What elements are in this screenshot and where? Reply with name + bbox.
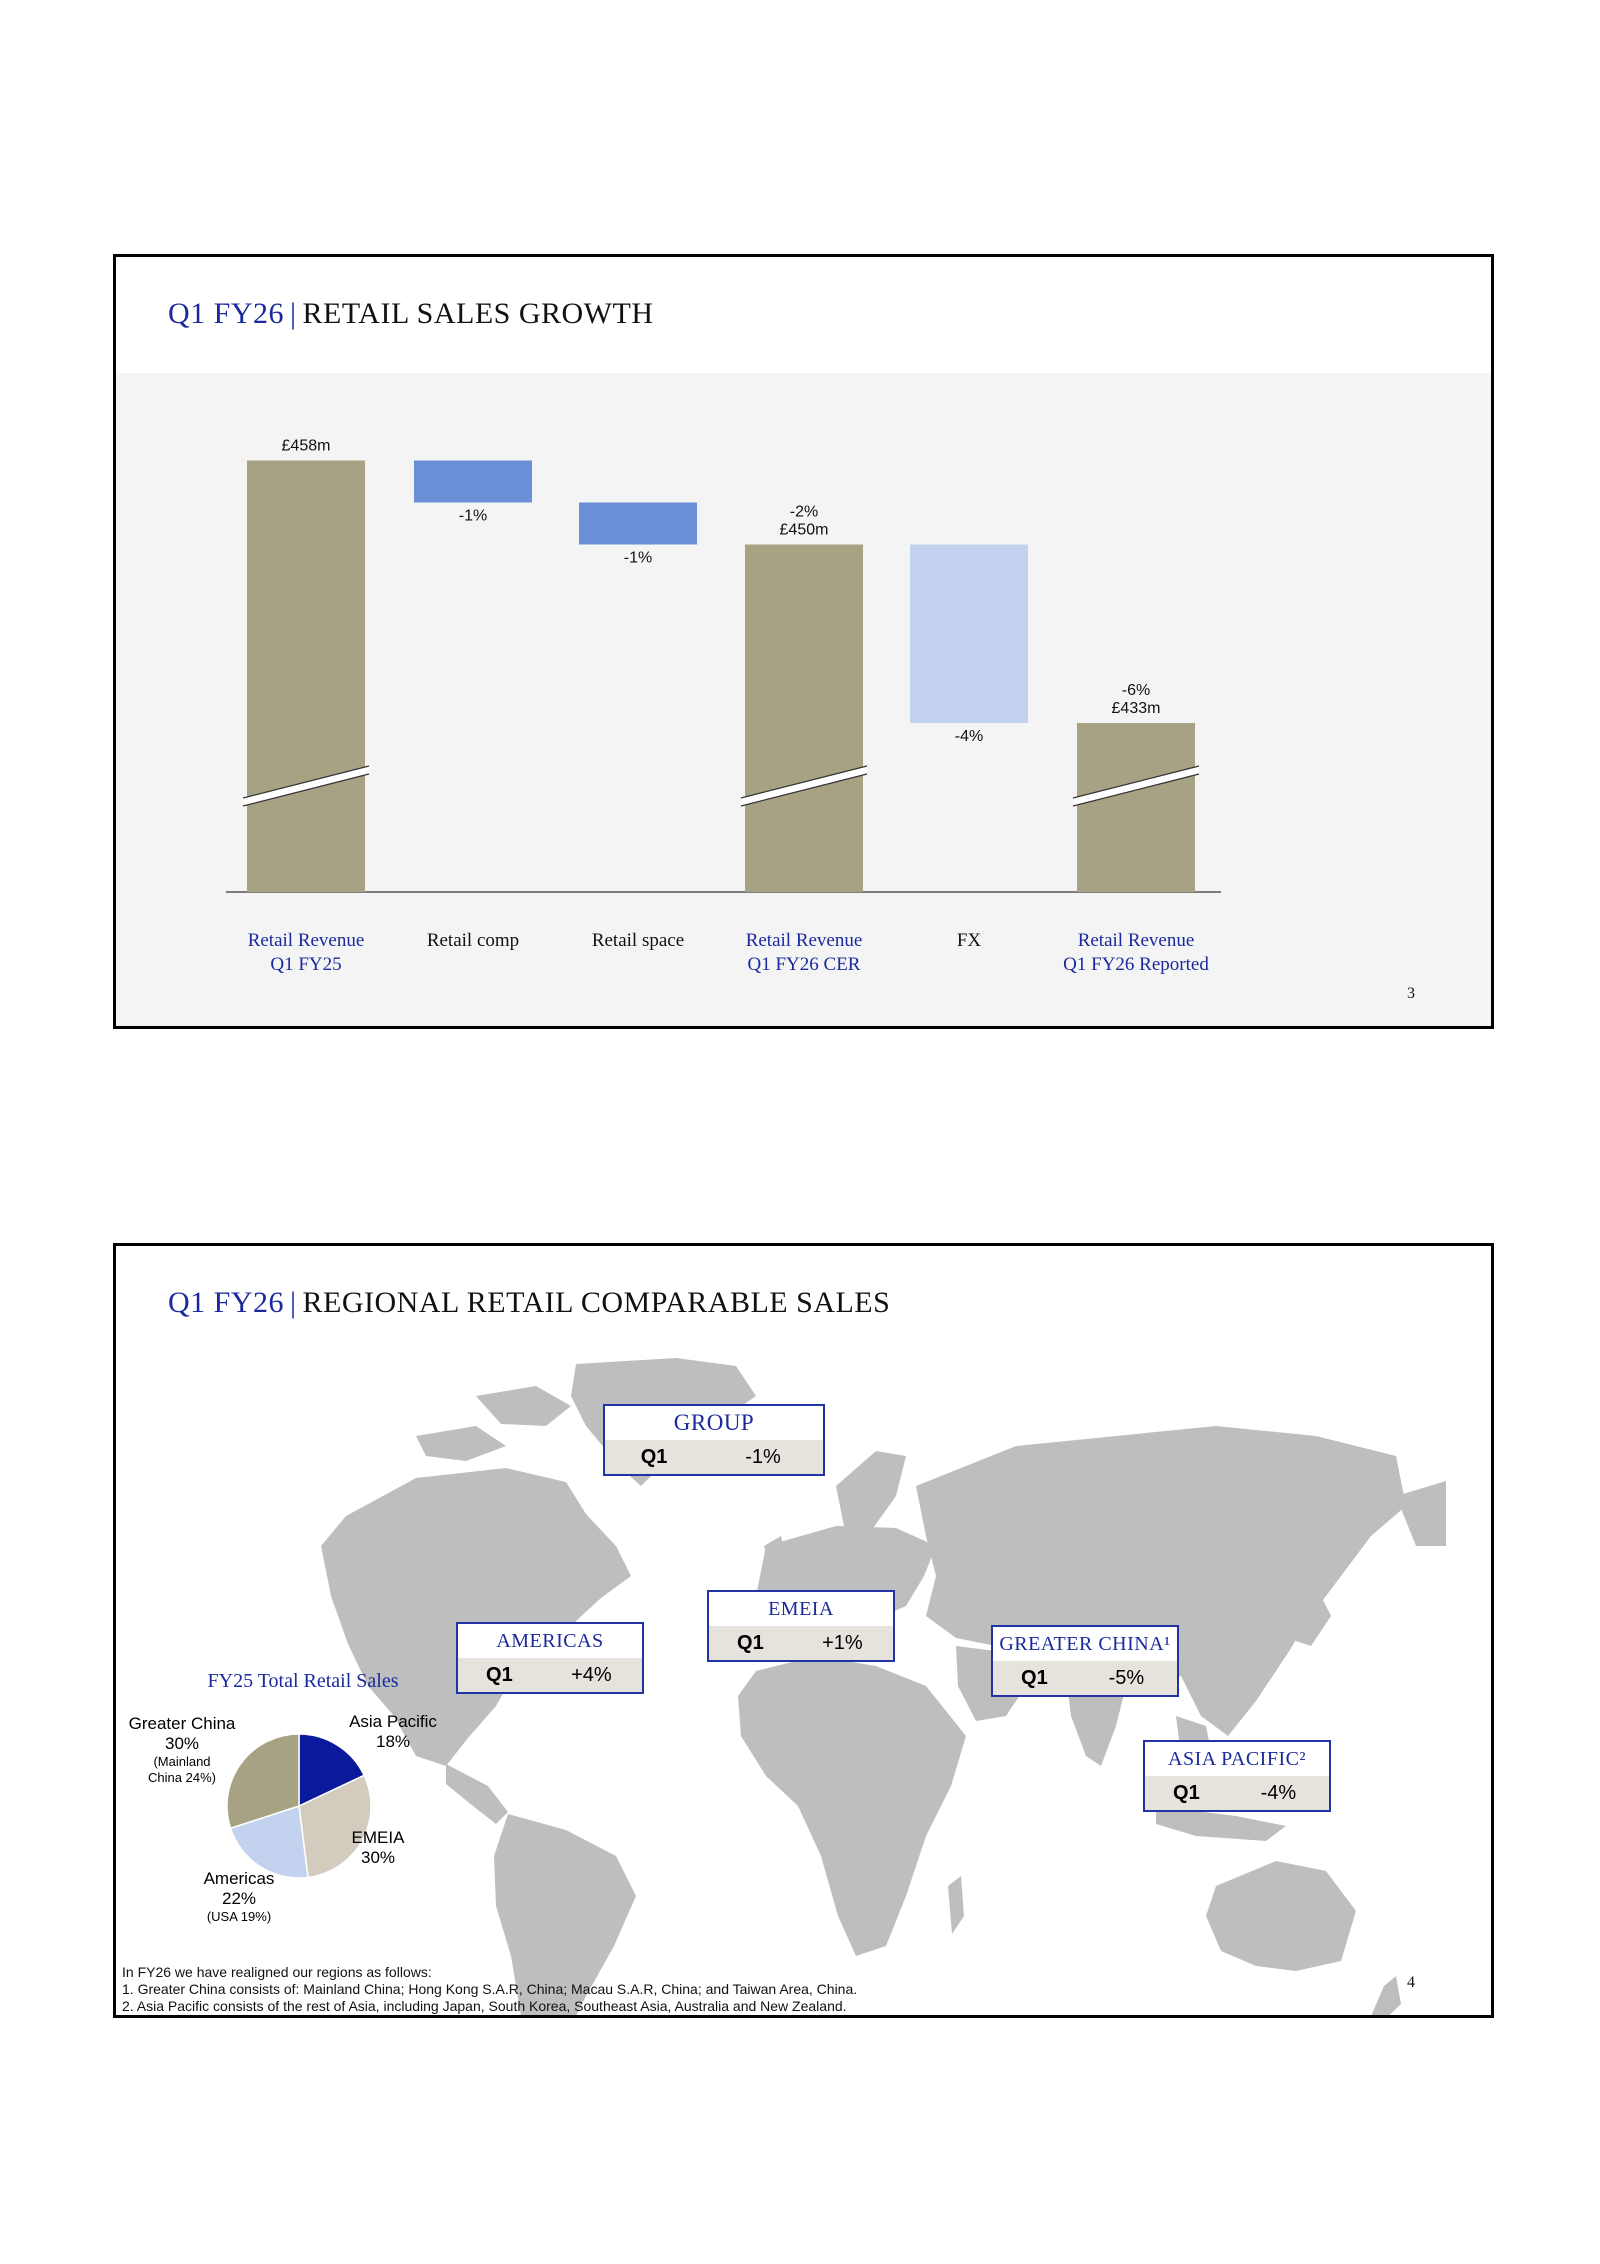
region-quarter: Q1 <box>737 1631 764 1654</box>
pie-label-asia-pacific <box>343 1712 443 1752</box>
region-value: -5% <box>1108 1666 1145 1689</box>
waterfall-chart <box>116 257 1491 1026</box>
map-far-east <box>1396 1481 1446 1546</box>
title-text: REGIONAL RETAIL COMPARABLE SALES <box>302 1286 891 1319</box>
region-value: -4% <box>1260 1781 1297 1804</box>
data-label-3: -2% <box>789 503 819 521</box>
pie-label-americas <box>189 1869 289 1925</box>
bar-total-3 <box>745 545 863 893</box>
region-quarter: Q1 <box>1173 1781 1200 1804</box>
pie-label-value: 30% <box>164 1734 200 1753</box>
region-row <box>458 1658 642 1692</box>
title-accent: Q1 FY26 <box>168 297 285 330</box>
pie-label-note: (USA 19%) <box>206 1909 272 1924</box>
pie-label-emeia <box>348 1828 408 1868</box>
map-africa <box>738 1656 966 1956</box>
bar-delta-4 <box>910 545 1028 724</box>
pie-label-name: Americas <box>203 1869 275 1888</box>
data-label-2: -1% <box>623 549 653 567</box>
map-arctic-islands <box>476 1386 571 1426</box>
pie-label-note: (Mainland <box>153 1754 211 1769</box>
footnote-1: 1. Greater China consists of: Mainland China; Hong Kong S.A.R, China; Macau S.A.R, China; and Taiwan Area, China. <box>122 1981 858 1997</box>
region-row <box>605 1440 823 1474</box>
region-box-asia-pacific <box>1143 1740 1331 1812</box>
pie-label-greater-china <box>122 1714 242 1786</box>
category-label-4: FX <box>956 930 982 951</box>
region-box-americas <box>456 1622 644 1694</box>
slide-regional-comparable-sales <box>113 1243 1494 2018</box>
region-box-greater-china <box>991 1625 1179 1697</box>
title-divider: | <box>290 297 297 330</box>
pie-label-name: Greater China <box>128 1714 236 1733</box>
category-label-1: Retail comp <box>426 930 520 951</box>
data-label-1: -1% <box>458 507 488 525</box>
pie-label-value: 30% <box>360 1848 396 1867</box>
bar-total-5 <box>1077 723 1195 892</box>
map-arctic-islands-2 <box>416 1426 506 1461</box>
pie-label-name: EMEIA <box>351 1828 405 1847</box>
map-scandinavia <box>836 1451 906 1536</box>
region-name: GROUP <box>605 1406 823 1440</box>
region-quarter: Q1 <box>640 1445 668 1468</box>
bar-delta-1 <box>414 461 532 503</box>
pie-label-note: China 24%) <box>148 1770 216 1785</box>
data-label-5: -6% <box>1121 682 1151 699</box>
page-number: 4 <box>1407 1974 1415 1991</box>
region-row <box>709 1626 893 1660</box>
category-label-2: Retail space <box>591 930 685 951</box>
region-name: AMERICAS <box>458 1624 642 1658</box>
pie-title: FY25 Total Retail Sales <box>207 1670 399 1692</box>
title-text: RETAIL SALES GROWTH <box>302 297 654 330</box>
category-label-3: Retail Revenue Q1 FY26 CER <box>745 930 863 975</box>
region-quarter: Q1 <box>1021 1666 1048 1689</box>
title-divider: | <box>290 1286 297 1319</box>
bar-total-0 <box>247 461 365 893</box>
region-row <box>993 1661 1177 1695</box>
region-value: +1% <box>822 1631 863 1654</box>
pie-label-value: 22% <box>221 1889 257 1908</box>
title-accent: Q1 FY26 <box>168 1286 285 1319</box>
region-name: GREATER CHINA¹ <box>993 1627 1177 1661</box>
region-value: -1% <box>745 1445 781 1468</box>
map-madagascar <box>948 1876 964 1934</box>
region-name: ASIA PACIFIC² <box>1145 1742 1329 1776</box>
bar-delta-2 <box>579 503 697 545</box>
region-row <box>1145 1776 1329 1810</box>
footnotes <box>122 1964 857 2015</box>
data-label-5: £433m <box>1111 700 1161 717</box>
slide-retail-sales-growth <box>113 254 1494 1029</box>
region-box-group <box>603 1404 825 1476</box>
map-central-america <box>446 1764 508 1824</box>
region-quarter: Q1 <box>486 1663 513 1686</box>
pie-label-name: Asia Pacific <box>349 1712 437 1731</box>
footnote-2: 2. Asia Pacific consists of the rest of Asia, including Japan, South Korea, Southeast Asia, Australia and New Zealand. <box>122 1998 847 2014</box>
map-new-zealand <box>1371 1976 1401 2015</box>
category-label-0: Retail Revenue Q1 FY25 <box>247 930 365 975</box>
region-box-emeia <box>707 1590 895 1662</box>
pie-label-value: 18% <box>375 1732 411 1751</box>
data-label-0: £458m <box>281 437 331 455</box>
data-label-4: -4% <box>954 728 984 745</box>
footnote-intro: In FY26 we have realigned our regions as follows: <box>122 1964 432 1980</box>
category-label-5: Retail Revenue Q1 FY26 Reported <box>1063 930 1209 975</box>
region-value: +4% <box>571 1663 612 1686</box>
data-label-3: £450m <box>779 521 829 539</box>
region-name: EMEIA <box>709 1592 893 1626</box>
page-number: 3 <box>1407 985 1415 1002</box>
map-australia <box>1206 1861 1356 1971</box>
